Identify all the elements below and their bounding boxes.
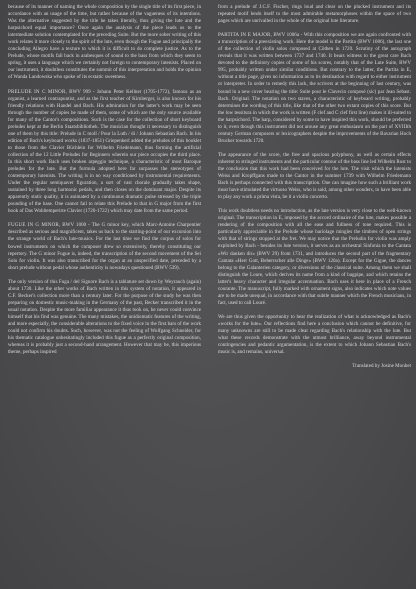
paragraph: from a prelude of J.C.F. Fischer, rings loud and clear on the plucked instrument and its repeated motif lends itself to the most admirable metamorphoses within the space of two pages which are unrivalled in the whole of the original lute literature.	[218, 4, 411, 25]
translator-credit: Translated by Josine Monbet	[352, 363, 411, 370]
section-heading-prelude: PRELUDE IN C MINOR,	[8, 88, 67, 95]
left-column	[8, 4, 201, 363]
right-column	[218, 4, 411, 370]
paragraph: We are thus given the opportunity to hear the realization of what is acknowledged as Bach's »works for the lute«. Our reflections find here a conclusion which cannot be definitive, for many unknowns are still to be made clear regarding Bach's relationship with the lute. But what these records demonstrate with the utmost brilliance, away beyond instrumental contingencies and pedantic argumentation, is the extent to which Johann Sebastian Bach's music is, and remains, universal.	[218, 313, 411, 356]
paragraph-text: BWV 1000 - The G minor key, which Marc-Antoine Charpentier described as serious and magnificent, takes us back to the starting-point of our excursion into the strange world of Bach's lute-musics. For the last time we find the corpus of solos for bowed instruments on which the composer drew so extensively, thereby constituting our repertory. The G minor Fugue is, indeed, the transcription of the second movement of the Sei Solo for violin. It was also transcribed for the organ at an unspecified date, preceded by a short prelude without pedal whose authenticity is nowadays questioned (BWV 539).	[8, 222, 201, 271]
paragraph: This work doubtless needs no introduction, as the late version is very close to the well-known original. The transcription in E, imposed by the accord ordinaire of the lute, makes possible a rendering of the composition with all the ease and fullness of tone required. This is particularly appreciable in the Prelude whose bariolage mingles the timbres of open strings with that of strings stopped at the fret. We may notice that the Preludio for violin was amply exploited by Bach - besides its lute version, it serves as an orchestral Sinfonia to the Cantata »Wir danken dir« (BWV 29) from 1731, and introduces the second part of the fragmentary Cantata »Herr Gott, Beherrscher alle Dinge« (BWV 120a). Except for the Gigue, the dances belong to the Galanterien category, or diversions of the classical suite. Among them we shall distinguish the Loure, which derives its name from a kind of bagpipe, and which retains the latter's heavy character and irregular accentuation. Bach uses it here in place of a French courante. The manuscript, fully marked with ornament signs, also indicates which note values are to be made unequal, in accordance with that subtle manner which the French musicians, in fact, used to call Louré.	[218, 208, 411, 306]
paragraph	[8, 222, 201, 271]
section-heading-partita: PARTITA IN E MAJOR,	[218, 32, 272, 39]
paragraph: The only version of this Fuga / del Signore Bach is a tablature set down by Weyrauch (again) about 1730. Like the other works of Bach written in this system of notation, it appeared in C.F. Becker's collection more than a century later. For the purpose of the study he was then preparing on domestic music-making in the Germany of the past, Becker transcribed it in the usual notation. Despite the more familiar appearance it thus took on, he never could convince himself that his find was genuine. The many mistakes, the unidiomatic features of the writing, and more especially, the considerable alterations to the fixed voice in the first bars of the work could not confirm his doubts. Such, however, was not the feeling of Wolfgang Schneider, for his thematic catalogue unhesitatingly included this fugue as a perfectly original composition, whereas it is probably just a second-hand arrangement. However that may be, this imperious theme, perhaps inspired	[8, 278, 201, 356]
paragraph	[218, 32, 411, 145]
paragraph: because of its manner of naming the whole composition by the single title of its first piece, in accordance with an usage of the time, but rather because of the vagueness of its intentions. Was the alternative suggested by the title he takes literally, thus giving the lute and the harpsichord equal importance? Once again the analysis of the piece leads us to the intermediate solution contemplated for the preceding Suite. But the more sober writing of this work relates it more closely to the spirit of the lute, even though the Fugue and principally the concluding Allegro have a texture to which it is difficult to do complete justice. As to the Prelude, whose motifs fall back in arabesques of sound to the bass from which they seem to spring, it uses a language which we certainly not foreign to contemporary lutenists. Placed on our instrument, it doubtless constitutes the summit of this interpretation and holds the opinion of Wanda Landowska who spoke of its ecstatic sweetness.	[8, 4, 201, 81]
paragraph: The appearance of the score, the free and spacious polyphony, as well as certain effects inherent to stringed instruments and the particular contour of the bass line led Wilhelm Rust to the conclusion that this work had been conceived for the lute. The visit which the lutenists Weiss and Kropffgans made to the Cantor in the summer 1739 with Wilhelm Friedemann Bach is perhaps connected with this transcription. One can imagine how such a brilliant work must have stimulated the virtuoso Weiss, who is said, among other wonders, to have been able to play any work a prima vista, be it a violin concerto.	[218, 151, 411, 201]
paragraph-text: BWV 1006a - With this composition we are again confronted with a transcription of a preexisting work. Here the model is the Partita (BWV 1006), the last one of the collection of violin solos composed at Cöthen in 1720. Scrutiny of the autograph reveals that it was written between 1737 and 1740. It bears witness to the great care Bach devoted to the definitory copies of some of his scores, notably that of the Lute Suite, BWV 995, probably written under similar conditions. But contrary to the latter, the Partita in E, without a title page, gives no information as to its destination with regard to either instrument or interpreter. In order to remedy this lack, the scrivers at the beginning of last century, was bound in a new cover bearing the title: Suite pour le Clavecin composé (sic) par Jean Sebast. Bach. Original. The notation on two staves, a characteristic of keyboard writing, probably determines the wording of this title, like that of the other two extant copies of this score. But the low tessitura in which the work is written (F clef and C clef first line) makes it ill-suited to the harpsichord. The harp, considered by some to have inspired this work, should be preferred to it, even though this instrument did not arouse any great enthusiasm on the part of XVIIIth century German composers or lexicographers despite the improvements of the Bavarian Hoch Brucker towards 1720.	[218, 32, 411, 144]
paragraph-text: BWV 999 - Johann Peter Kellner (1705-1772), famous as an organist, a learned contrapuntist, and as the first teacher of Kirnberger, is also known for his friendly relations with Handel and Bach. His admiration for the latter's work may be seen through the number of copies he made of them, some of which are the only source available for many of the Cantor's compositions. Such is the case for the collection of short keyboard preludes kept at the Berlin Staatsbibliothek. The musician thought it necessary to distinguish one of them by this title: Prelude in C moll / Pour la Luth / di / Johann Sebastian Bach. In his edition of Bach's keyboard works (1837-1851) Griepenkerl added the preludes of this booklet to those from the Clavier Büchlein for Wilhelm Friedemann, thus forming the artificial collection of the 12 Little Preludes for Beginners wherein our piece occupies the third place. In this short work Bach uses broken arpeggio technique, a characteristic of most Baroque preludes for the lute. But the formula adopted here far surpasses the stereotypes of contemporary lutenists. The writing is in no way conditioned by instrumental requirements. Under the regular semiquaver figuration, a sort of vast chorale gradually takes shape, sustained by three long harmonic pedals, and then closes on the dominant major. Despite its apparently static quality, it is animated by a continuous dramatic pulse stressed by the triple pounding of the base. One cannot fail to relate this Prelude to that in G major from the first book of Das Wohltemperirte Clavier (1720-1722) which may date from the same period.	[8, 88, 201, 215]
section-heading-fugue: FUGUE IN G MINOR,	[8, 222, 61, 229]
paragraph	[8, 89, 201, 216]
